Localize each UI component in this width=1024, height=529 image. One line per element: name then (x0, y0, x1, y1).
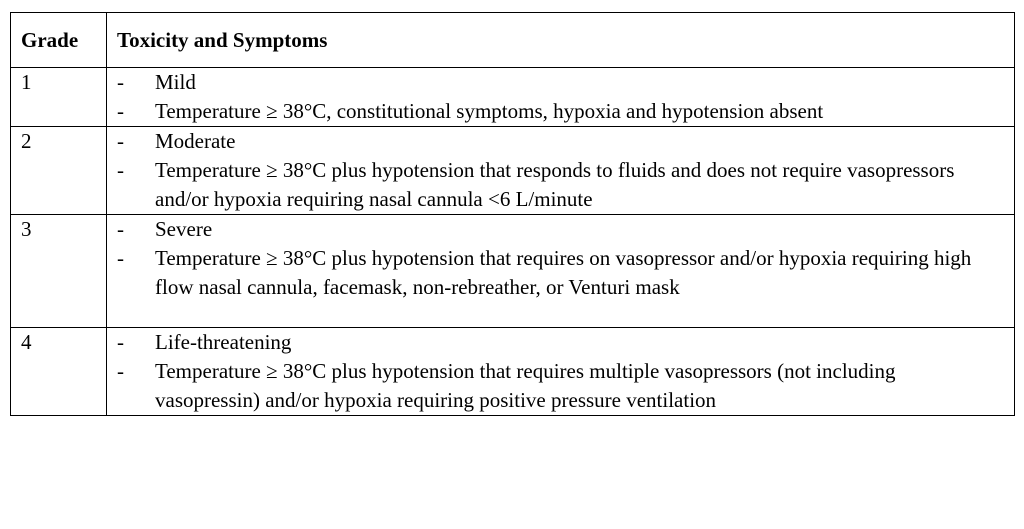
header-row (11, 13, 1015, 68)
symptom-text: Severe (155, 217, 213, 241)
symptom-text: Temperature ≥ 38°C, constitutional symptoms, hypoxia and hypotension absent (155, 99, 824, 123)
bullet-dash: - (117, 217, 124, 241)
toxicity-cell (107, 215, 1015, 328)
list-item (117, 156, 1004, 214)
list-item (117, 68, 1004, 97)
table-row (11, 127, 1015, 215)
toxicity-cell (107, 68, 1015, 127)
list-item (117, 215, 1004, 244)
symptom-text: Moderate (155, 129, 236, 153)
symptom-text: Mild (155, 70, 196, 94)
list-item (117, 357, 1004, 415)
table-row (11, 68, 1015, 127)
toxicity-cell (107, 328, 1015, 416)
grade-cell: 1 (11, 68, 107, 127)
symptom-text: Temperature ≥ 38°C plus hypotension that requires multiple vasopressors (not including vasopressin) and/or hypoxia requiring positive pressure ventilation (155, 359, 896, 412)
list-item (117, 244, 1004, 302)
symptom-list (117, 215, 1004, 302)
symptom-list (117, 328, 1004, 415)
bullet-dash: - (117, 99, 124, 123)
symptom-text: Temperature ≥ 38°C plus hypotension that requires on vasopressor and/or hypoxia requiring high flow nasal cannula, facemask, non-rebreather, or Venturi mask (155, 246, 972, 299)
grade-cell: 3 (11, 215, 107, 328)
symptom-list (117, 127, 1004, 214)
symptom-text: Life-threatening (155, 330, 292, 354)
table-row (11, 215, 1015, 328)
grade-cell: 4 (11, 328, 107, 416)
bullet-dash: - (117, 158, 124, 182)
symptom-text: Temperature ≥ 38°C plus hypotension that responds to fluids and does not require vasopressors and/or hypoxia requiring nasal cannula <6 L/minute (155, 158, 955, 211)
bullet-dash: - (117, 359, 124, 383)
grading-table (10, 12, 1015, 416)
toxicity-column-header: Toxicity and Symptoms (107, 13, 1015, 68)
grade-cell: 2 (11, 127, 107, 215)
table-row (11, 328, 1015, 416)
toxicity-cell (107, 127, 1015, 215)
bullet-dash: - (117, 129, 124, 153)
list-item (117, 97, 1004, 126)
bullet-dash: - (117, 70, 124, 94)
bullet-dash: - (117, 330, 124, 354)
grade-column-header: Grade (11, 13, 107, 68)
bullet-dash: - (117, 246, 124, 270)
list-item (117, 328, 1004, 357)
symptom-list (117, 68, 1004, 126)
list-item (117, 127, 1004, 156)
